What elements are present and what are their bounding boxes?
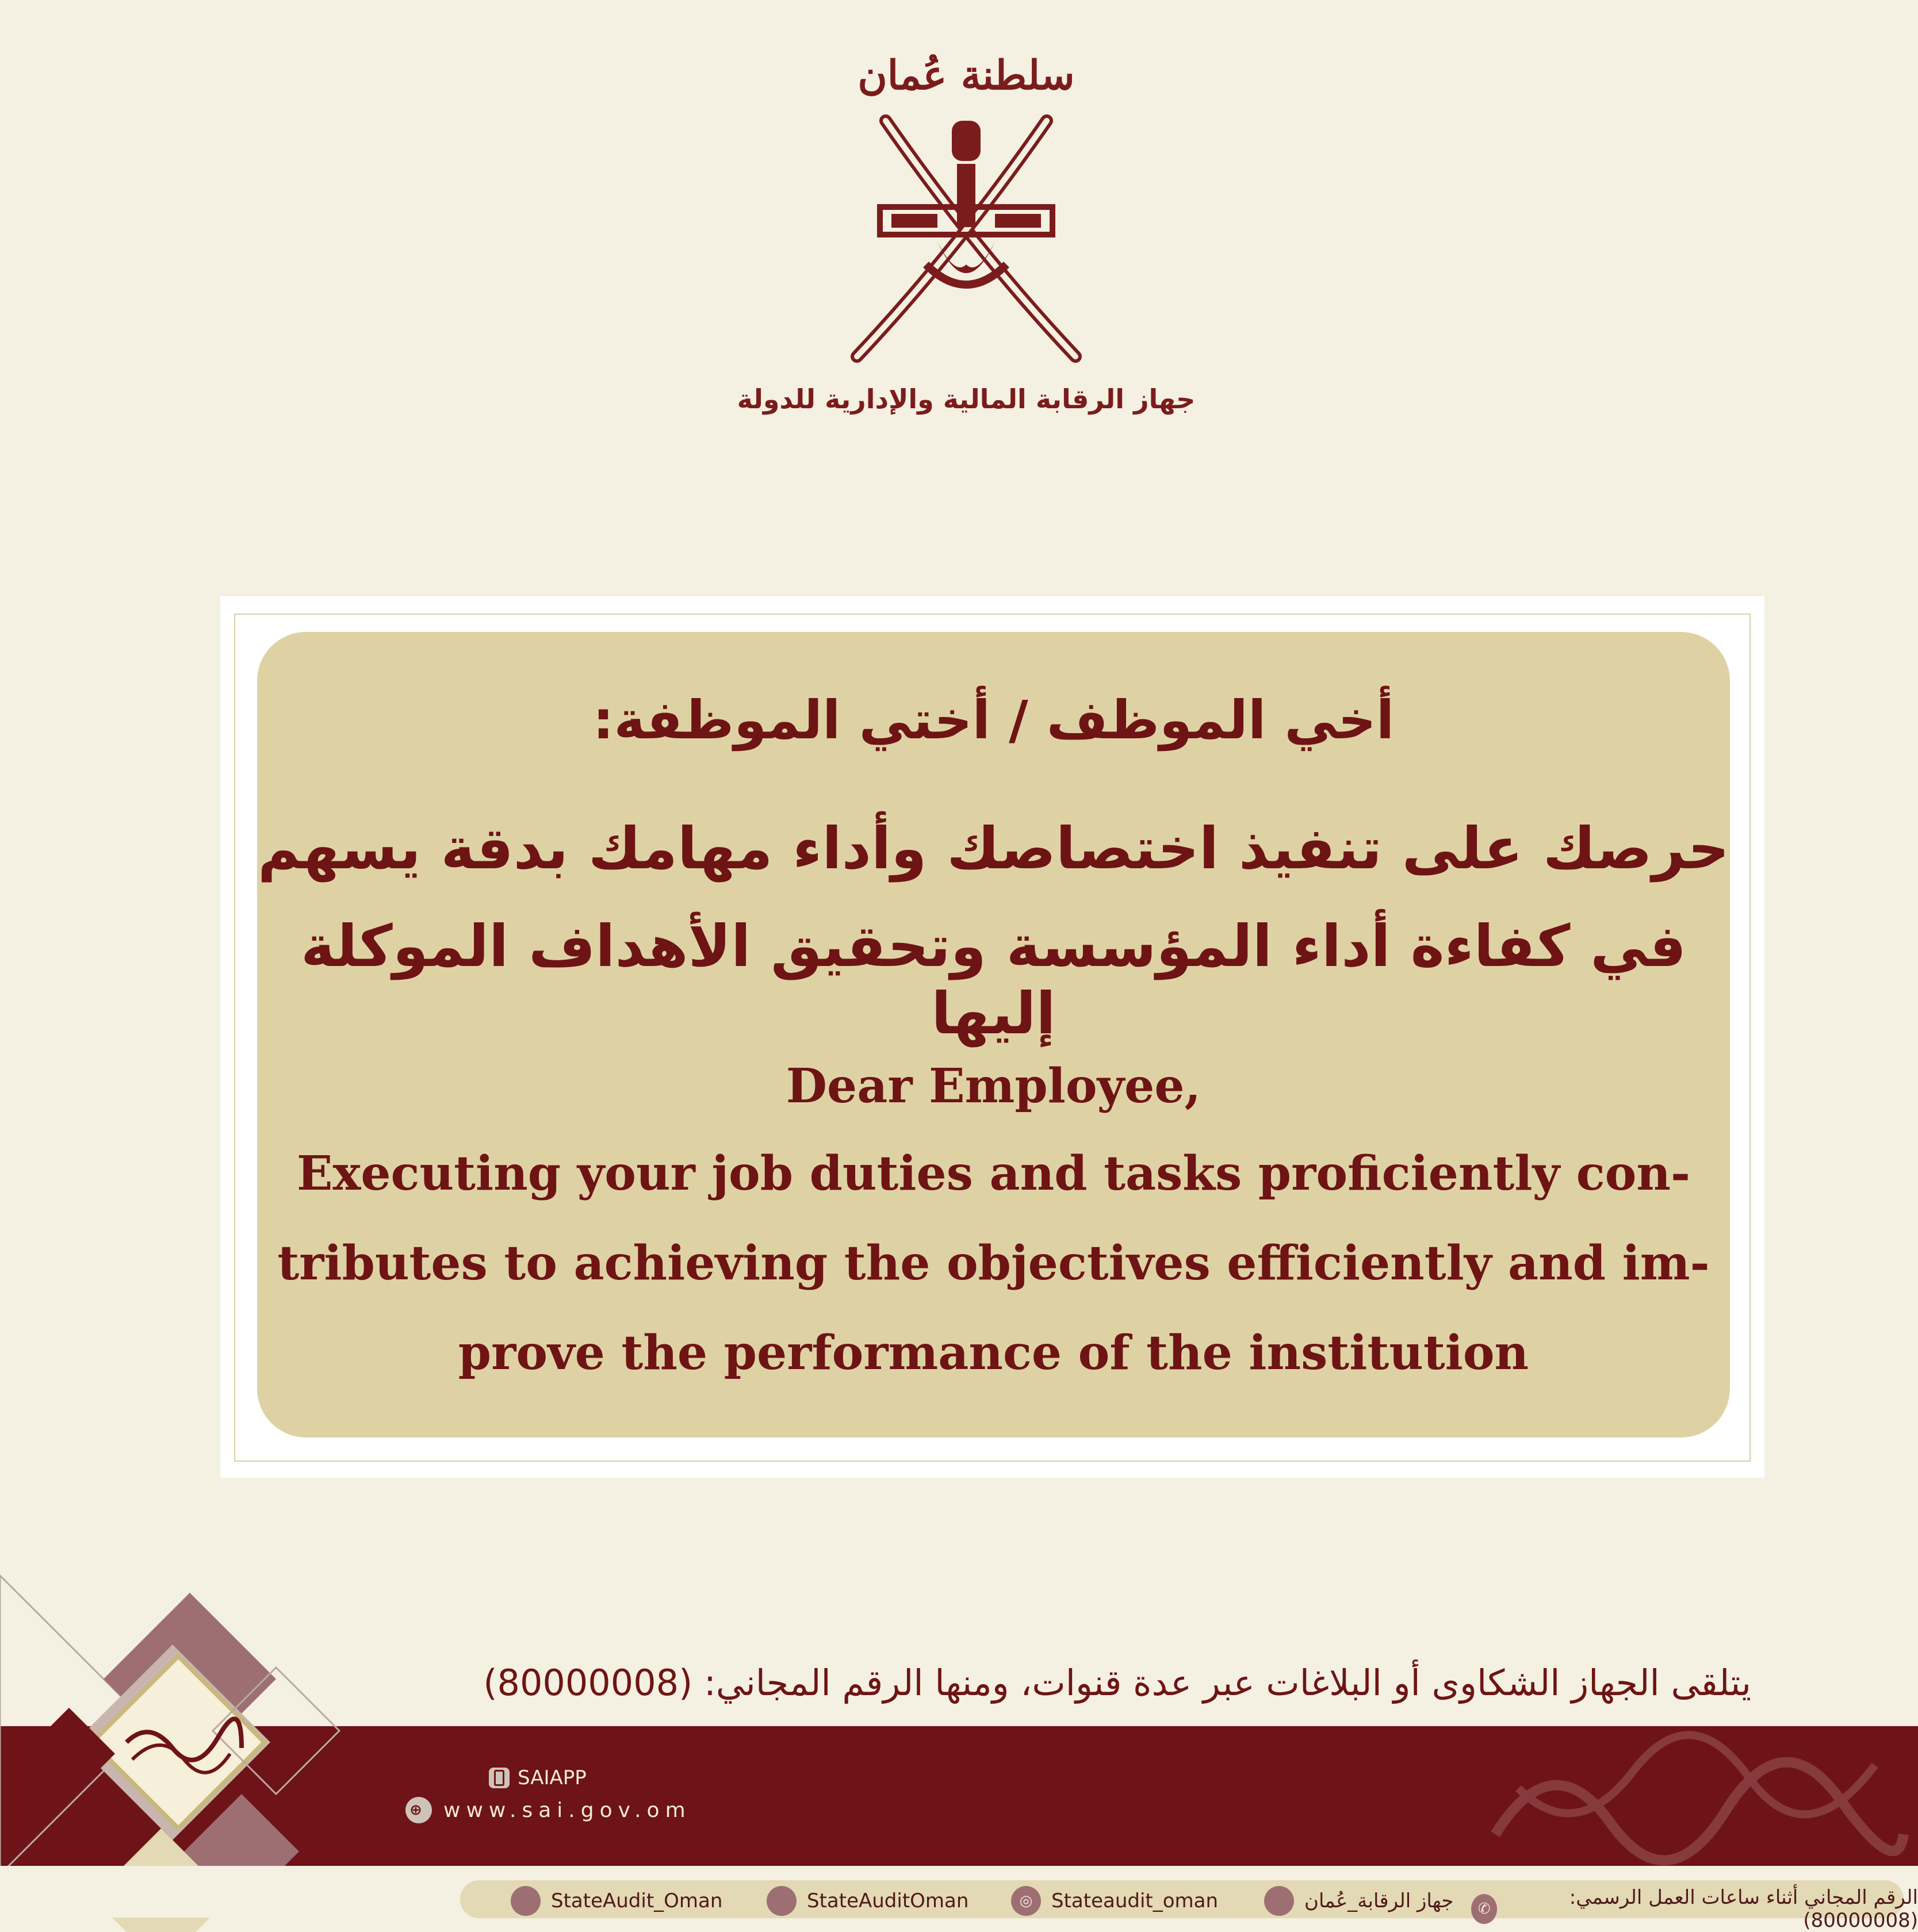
facebook-icon [767,1886,797,1916]
hotline-link[interactable] [1461,1886,1918,1932]
oman-emblem-logo [737,34,1196,425]
english-message-line-2: tributes to achieving the objectives efficiently and im- [277,1236,1710,1291]
complaints-notice: يتلقى الجهاز الشكاوى أو البلاغات عبر عدة قنوات، ومنها الرقم المجاني: (80000008) [483,1662,1751,1704]
x-link[interactable] [1254,1886,1453,1916]
app-link[interactable] [489,1766,587,1789]
arabic-message-line-2: في كفاءة أداء المؤسسة وتحقيق الأهداف الموكلة إليها [301,913,1686,1047]
message-card [257,632,1730,1438]
instagram-icon: ◎ [1011,1886,1041,1916]
phone-call-icon: ✆ [1471,1894,1497,1924]
facebook-handle: StateAuditOman [807,1889,969,1912]
arabic-greeting: أخي الموظف / أختي الموظفة: [592,689,1395,751]
calligraphy-watermark [1484,1719,1909,1869]
website-url: www.sai.gov.om [443,1798,691,1822]
emblem-top-text: سلطنة عُمان [857,51,1075,99]
website-link[interactable] [405,1797,691,1823]
twitter-icon [511,1886,541,1916]
english-message-line-1: Executing your job duties and tasks proficiently con- [296,1146,1690,1201]
english-greeting: Dear Employee, [786,1059,1201,1114]
x-icon [1264,1886,1294,1916]
twitter-handle: StateAudit_Oman [551,1889,723,1912]
arabic-message-line-1: حرصك على تنفيذ اختصاصك وأداء مهامك بدقة يسهم [258,815,1729,882]
app-label: SAIAPP [518,1766,587,1789]
hotline-text: الرقم المجاني أثناء ساعات العمل الرسمي: (80000008) [1569,1886,1918,1932]
instagram-link[interactable] [1001,1886,1218,1916]
instagram-handle: Stateaudit_oman [1051,1889,1219,1912]
globe-icon: ⊕ [405,1797,432,1823]
phone-icon [489,1768,510,1788]
twitter-link[interactable] [500,1886,722,1916]
english-message-line-3: prove the performance of the institution [458,1325,1529,1381]
x-handle: جهاز الرقابة_عُمان [1304,1889,1454,1912]
facebook-link[interactable] [756,1886,968,1916]
emblem-bottom-text: جهاز الرقابة المالية والإدارية للدولة [737,384,1196,415]
